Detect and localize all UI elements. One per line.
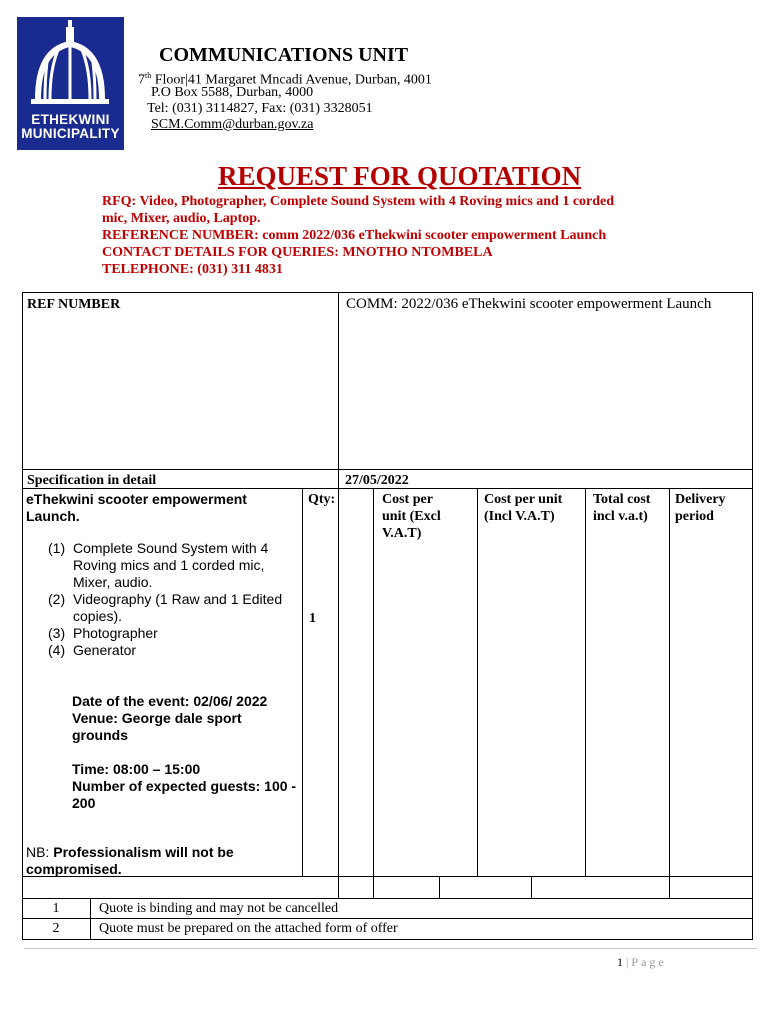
nb-text: Professionalism will not be compromised. [26, 844, 234, 877]
page-word: |Page [626, 955, 667, 969]
condition-number: 1 [52, 901, 60, 916]
list-item [24, 591, 298, 625]
rfq-title: REQUEST FOR QUOTATION [218, 161, 582, 191]
telephone-fax: Tel: (031) 3114827, Fax: (031) 3328051 [147, 101, 373, 116]
ref-number-label: REF NUMBER [27, 297, 121, 312]
condition-text: Quote is binding and may not be cancelled [99, 901, 339, 916]
item-number: (1) [48, 540, 66, 556]
footer-divider [24, 948, 757, 949]
rfq-description-line2: mic, Mixer, audio, Laptop. [102, 211, 261, 226]
list-item [24, 540, 298, 591]
unit-title: COMMUNICATIONS UNIT [159, 44, 409, 66]
floor-number: 7 [138, 72, 145, 88]
page-number [617, 955, 667, 970]
cost-incl-vat-header: Cost per unit (Incl V.A.T) [484, 492, 563, 524]
reference-number-line: REFERENCE NUMBER: comm 2022/036 eThekwini scooter empowerment Launch [102, 228, 607, 243]
item-text: Complete Sound System with 4 Roving mics and 1 corded mic, Mixer, audio. [73, 540, 269, 590]
po-box: P.O Box 5588, Durban, 4000 [151, 85, 314, 100]
qty-label: Qty: [308, 492, 336, 507]
item-number: (4) [48, 642, 66, 658]
item-text: Generator [73, 642, 137, 658]
logo-text-line1: ETHEKWINI [31, 112, 110, 127]
qty-value: 1 [309, 611, 316, 626]
specification-items [24, 540, 298, 659]
item-text: Photographer [73, 625, 158, 641]
condition-number: 2 [52, 921, 60, 936]
email-link[interactable]: SCM.Comm@durban.gov.za [151, 117, 314, 132]
nb-note [26, 844, 296, 878]
page-num-value: 1 [617, 955, 623, 969]
item-text: Videography (1 Raw and 1 Edited copies). [73, 591, 283, 624]
condition-text: Quote must be prepared on the attached form of offer [99, 921, 398, 936]
list-item [24, 625, 298, 642]
item-number: (2) [48, 591, 66, 607]
municipality-logo [17, 17, 124, 150]
floor-suffix: th [145, 71, 152, 80]
specification-label: Specification in detail [27, 473, 157, 488]
delivery-period-header: Delivery period [675, 492, 726, 524]
event-venue: Venue: George dale sport grounds [72, 710, 242, 743]
rfq-description-line1: RFQ: Video, Photographer, Complete Sound System with 4 Roving mics and 1 corded [102, 194, 615, 209]
event-time: Time: 08:00 – 15:00 [72, 761, 201, 777]
address-text: Floor|41 Margaret Mncadi Avenue, Durban, 4001 [151, 72, 432, 88]
event-date: Date of the event: 02/06/ 2022 [72, 693, 268, 709]
item-number: (3) [48, 625, 66, 641]
list-item [24, 642, 298, 659]
nb-prefix: NB: [26, 844, 54, 860]
quotation-date: 27/05/2022 [345, 473, 409, 488]
specification-heading: eThekwini scooter empowerment Launch. [26, 491, 247, 524]
logo-text-line2: MUNICIPALITY [21, 126, 120, 141]
cost-excl-vat-header: Cost per unit (Excl V.A.T) [382, 492, 441, 541]
expected-guests: Number of expected guests: 100 - 200 [72, 778, 297, 811]
total-cost-header: Total cost incl v.a.t) [593, 492, 651, 524]
ref-number-value: COMM: 2022/036 eThekwini scooter empowerment Launch [346, 296, 712, 312]
contact-details-line: CONTACT DETAILS FOR QUERIES: MNOTHO NTOMBELA [102, 245, 493, 260]
contact-telephone-line: TELEPHONE: (031) 311 4831 [102, 262, 283, 277]
